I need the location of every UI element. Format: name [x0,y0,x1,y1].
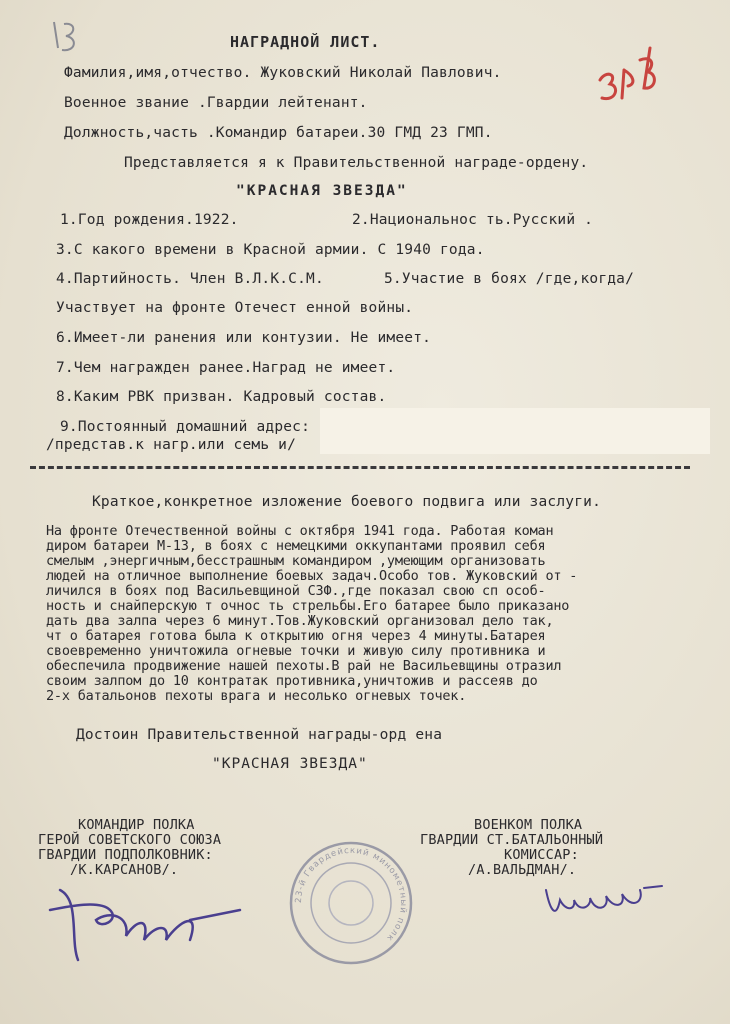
right-signer-rank: ГВАРДИИ СТ.БАТАЛЬОННЫЙ [420,832,604,848]
order-name-heading: "КРАСНАЯ ЗВЕЗДА" [236,183,408,199]
q5-combat: 5.Участие в боях /где,когда/ [384,271,635,287]
worthy-order-name: "КРАСНАЯ ЗВЕЗДА" [212,756,368,772]
name-line: Фамилия,имя,отчество. Жуковский Николай Павлович. [64,65,502,81]
narrative-line: чт о батарея готова была к открытию огня через 4 минуты.Батарея [46,628,546,644]
redacted-address-area [320,408,710,454]
worthy-line: Достоин Правительственной награды-орд ена [76,727,443,743]
left-signature [40,880,260,970]
narrative-line: 2-х батальонов пехоты врага и несолько огневых точек. [46,688,467,704]
right-signer-role: КОМИССАР: [504,847,579,863]
left-signer-name: /К.КАРСАНОВ/. [70,862,179,878]
q8-recruitment: 8.Каким РВК призван. Кадровый состав. [56,389,387,405]
red-pencil-mark [590,40,670,120]
q1-birth-year: 1.Год рождения.1922. [60,212,239,228]
q3-army-since: 3.С какого времени в Красной армии. С 1940 года. [56,242,485,258]
left-signer-title: КОМАНДИР ПОЛКА [78,817,195,833]
rank-line: Военное звание .Гвардии лейтенант. [64,95,368,111]
left-signer-rank: ГВАРДИИ ПОДПОЛКОВНИК: [38,847,213,863]
q6-wounds: 6.Имеет-ли ранения или контузии. Не имеет. [56,330,432,346]
q9-address: 9.Постоянный домашний адрес: [60,419,311,435]
position-line: Должность,часть .Командир батареи.30 ГМД 23 ГМП. [64,125,493,141]
right-signer-title: ВОЕНКОМ ПОЛКА [474,817,583,833]
presented-line: Представляется я к Правительственной награде-ордену. [124,155,589,171]
narrative-line: обеспечила продвижение нашей пехоты.В рай не Васильевщины отразил [46,658,562,674]
narrative-line: дать два залпа через 6 минут.Тов.Жуковский организовал дело так, [46,613,554,629]
narrative-line: людей на отличное выполнение боевых задач.Особо тов. Жуковский от - [46,568,578,584]
document-title: НАГРАДНОЙ ЛИСТ. [230,33,381,51]
regiment-stamp [286,838,416,968]
narrative-line: своевременно уничтожила огневые точки и живую силу противника и [46,643,546,659]
q2-nationality: 2.Национальнос ть.Русский . [352,212,594,228]
q9-note: /представ.к нагр.или семь и/ [46,437,297,453]
narrative-line: ность и снайперскую т очнос ть стрельбы.Его батарее было приказано [46,598,570,614]
q4-party: 4.Партийность. Член В.Л.К.С.М. [56,271,324,287]
narrative-line: смелым ,энергичным,бесстрашным командиром ,умеющим организовать [46,553,546,569]
stamp-text: 23-й Гвардейский минометный полк [293,845,409,944]
svg-text:23-й Гвардейский минометный по [294,846,408,943]
left-signer-honor: ГЕРОЙ СОВЕТСКОГО СОЮЗА [38,832,222,848]
right-signer-name: /А.ВАЛЬДМАН/. [468,862,577,878]
q7-previous-awards: 7.Чем награжден ранее.Наград не имеет. [56,360,396,376]
narrative-line: На фронте Отечественной войны с октября 1941 года. Работая коман [46,523,554,539]
narrative-line: личился в боях под Васильевщиной СЗФ.,где показал свою сп особ- [46,583,546,599]
right-signature [540,880,670,930]
q5-answer: Участвует на фронте Отечест енной войны. [56,300,414,316]
narrative-heading: Краткое,конкретное изложение боевого подвига или заслуги. [92,494,601,510]
section-divider [30,466,690,469]
corner-pencil-mark [46,18,86,60]
narrative-line: диром батареи М-13, в боях с немецкими оккупантами проявил себя [46,538,546,554]
narrative-line: своим залпом до 10 контратак противника,уничтожив и рассеяв до [46,673,538,689]
